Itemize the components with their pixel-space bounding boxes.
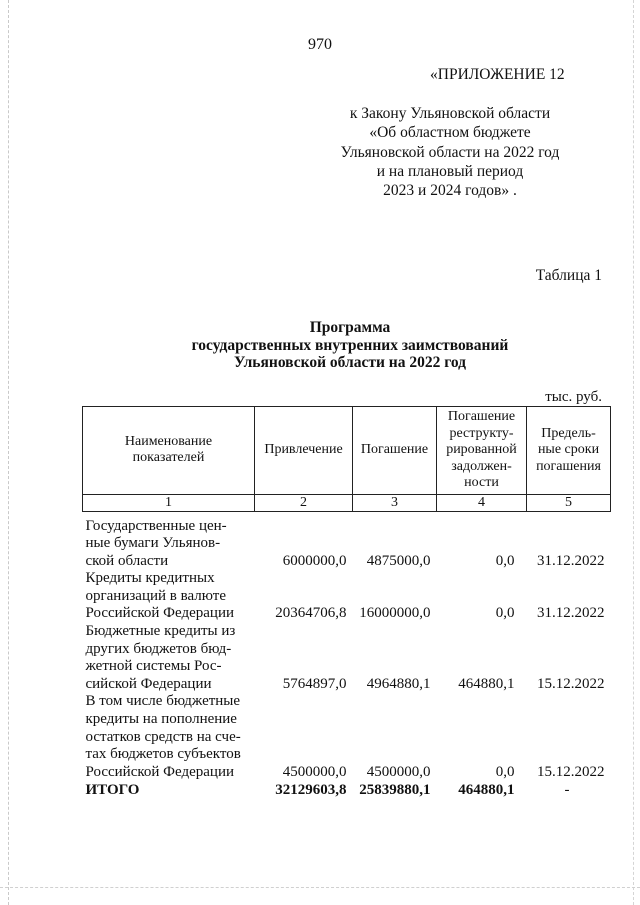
column-header-restructured: Погашение реструкту- рированной задолжен- ности bbox=[437, 407, 527, 495]
column-number: 2 bbox=[255, 494, 353, 511]
row-repayment: 4964880,1 bbox=[366, 675, 431, 692]
total-attraction: 32129603,8 bbox=[275, 782, 347, 799]
document-heading bbox=[0, 319, 640, 372]
column-number: 1 bbox=[83, 494, 255, 511]
row-name: Бюджетные кредиты из других бюджетов бюд- жетной системы Рос- сийской Федерации bbox=[85, 623, 236, 692]
table-row bbox=[83, 570, 611, 623]
total-row bbox=[83, 781, 611, 799]
row-repayment: 16000000,0 bbox=[359, 605, 431, 622]
borrowing-program-table bbox=[82, 406, 611, 799]
law-reference-line: и на плановый период bbox=[376, 162, 524, 180]
unit-label: тыс. руб. bbox=[545, 389, 602, 405]
law-reference-line: 2023 и 2024 годов» . bbox=[383, 182, 517, 200]
heading-line: Ульяновской области на 2022 год bbox=[233, 354, 466, 371]
column-number-row bbox=[83, 494, 611, 511]
row-restructured: 0,0 bbox=[495, 605, 515, 622]
page-number: 970 bbox=[308, 36, 332, 53]
row-name: В том числе бюджетные кредиты на пополнение остатков средств на сче- тах бюджетов субъектов Российской Федерации bbox=[85, 693, 241, 780]
appendix-title: «ПРИЛОЖЕНИЕ 12 bbox=[430, 66, 565, 83]
law-reference bbox=[300, 104, 600, 200]
scan-edge-left bbox=[8, 0, 9, 905]
column-number: 5 bbox=[527, 494, 611, 511]
total-label: ИТОГО bbox=[85, 782, 140, 799]
row-attraction: 20364706,8 bbox=[275, 605, 347, 622]
law-reference-line: «Об областном бюджете bbox=[369, 124, 531, 142]
total-restructured: 464880,1 bbox=[458, 782, 515, 799]
scan-edge-right bbox=[633, 0, 634, 905]
row-repayment: 4875000,0 bbox=[366, 552, 431, 569]
row-repayment: 4500000,0 bbox=[366, 763, 431, 780]
heading-line: Программа bbox=[309, 319, 391, 336]
column-header-repayment: Погашение bbox=[353, 407, 437, 495]
total-repayment: 25839880,1 bbox=[359, 782, 431, 799]
row-name: Государственные цен- ные бумаги Ульянов- ской области bbox=[85, 517, 227, 569]
table-header-row bbox=[83, 407, 611, 495]
row-name: Кредиты кредитных организаций в валюте Российской Федерации bbox=[85, 570, 235, 622]
column-header-name: Наименование показателей bbox=[83, 407, 255, 495]
column-number: 3 bbox=[353, 494, 437, 511]
table-row bbox=[83, 693, 611, 781]
row-deadline: 15.12.2022 bbox=[537, 763, 605, 780]
row-deadline: 31.12.2022 bbox=[537, 605, 605, 622]
total-deadline: - bbox=[564, 782, 570, 799]
column-header-deadline: Предель- ные сроки погашения bbox=[527, 407, 611, 495]
row-restructured: 464880,1 bbox=[458, 675, 515, 692]
table-label: Таблица 1 bbox=[535, 267, 602, 284]
row-restructured: 0,0 bbox=[495, 763, 515, 780]
column-number: 4 bbox=[437, 494, 527, 511]
heading-line: государственных внутренних заимствований bbox=[191, 336, 509, 354]
law-reference-line: Ульяновской области на 2022 год bbox=[340, 143, 560, 161]
column-header-attraction: Привлечение bbox=[255, 407, 353, 495]
law-reference-line: к Закону Ульяновской области bbox=[349, 105, 551, 122]
table-row bbox=[83, 511, 611, 570]
table-row bbox=[83, 623, 611, 693]
row-restructured: 0,0 bbox=[495, 552, 515, 569]
row-attraction: 6000000,0 bbox=[282, 552, 347, 569]
scan-edge-bottom bbox=[0, 887, 640, 888]
row-attraction: 5764897,0 bbox=[282, 675, 347, 692]
row-deadline: 31.12.2022 bbox=[537, 552, 605, 569]
row-deadline: 15.12.2022 bbox=[537, 675, 605, 692]
row-attraction: 4500000,0 bbox=[282, 763, 347, 780]
